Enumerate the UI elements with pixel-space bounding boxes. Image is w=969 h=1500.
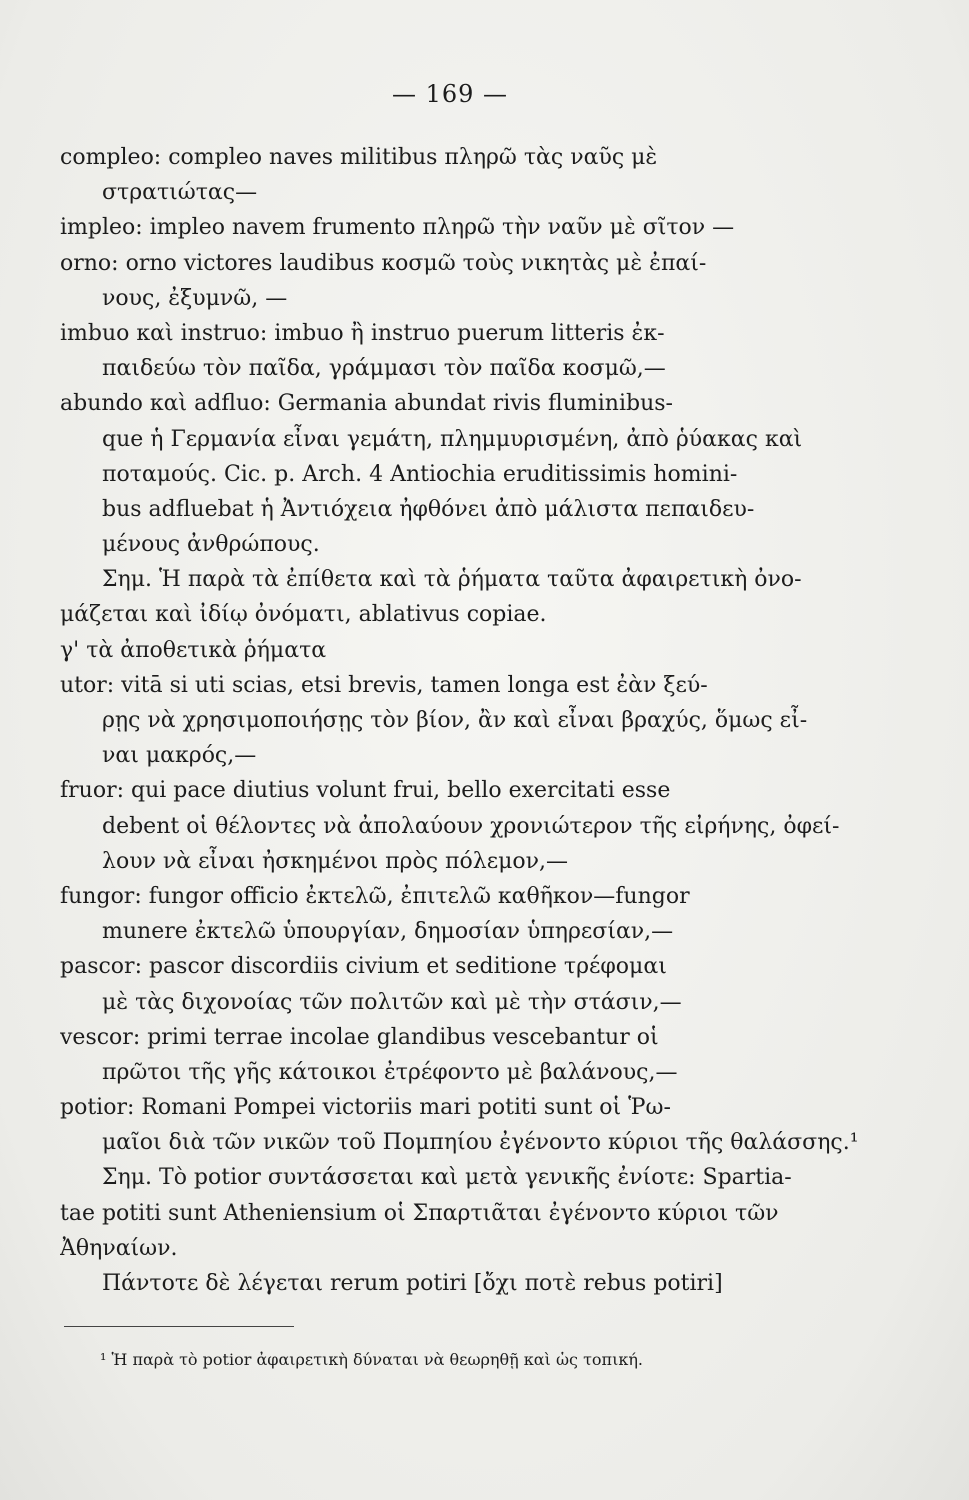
text-line: impleo: impleo navem frumento πληρῶ τὴν ναῦν μὲ σῖτον — bbox=[60, 215, 735, 241]
text-line: στρατιώτας— bbox=[102, 180, 258, 206]
text-line: pascor: pascor discordiis civium et seditione τρέφομαι bbox=[60, 954, 667, 980]
text-line: ναι μακρός,— bbox=[102, 743, 257, 769]
footnote-rule bbox=[64, 1326, 294, 1327]
text-line: Πάντοτε δὲ λέγεται rerum potiri [ὄχι ποτὲ rebus potiri] bbox=[102, 1271, 723, 1296]
page-body bbox=[60, 140, 880, 1301]
text-line: ποταμούς. Cic. p. Arch. 4 Antiochia eruditissimis homini- bbox=[102, 461, 738, 487]
text-line: debent οἱ θέλοντες νὰ ἀπολαύουν χρονιώτερον τῆς εἰρήνης, ὀφεί- bbox=[102, 813, 840, 839]
text-line: μαῖοι διὰ τῶν νικῶν τοῦ Πομπηίου ἐγένοντο κύριοι τῆς θαλάσσης.¹ bbox=[102, 1130, 859, 1156]
text-line: que ἡ Γερμανία εἶναι γεμάτη, πλημμυρισμένη, ἀπὸ ῥύακας καὶ bbox=[102, 426, 803, 452]
text-line: Ἀθηναίων. bbox=[60, 1235, 178, 1261]
text-line: παιδεύω τὸν παῖδα, γράμμασι τὸν παῖδα κοσμῶ,— bbox=[102, 356, 666, 382]
text-line: munere ἐκτελῶ ὑπουργίαν, δημοσίαν ὑπηρεσίαν,— bbox=[102, 919, 674, 945]
text-line: potior: Romani Pompei victoriis mari potiti sunt οἱ Ῥω- bbox=[60, 1095, 671, 1121]
text-line: Σημ. Ἡ παρὰ τὰ ἐπίθετα καὶ τὰ ῥήματα ταῦτα ἀφαιρετικὴ ὀνο- bbox=[102, 567, 802, 593]
footnote: ¹ Ἡ παρὰ τὸ potior ἀφαιρετικὴ δύναται νὰ θεωρηθῇ καὶ ὡς τοπική. bbox=[100, 1350, 644, 1369]
text-line: Σημ. Τὸ potior συντάσσεται καὶ μετὰ γενικῆς ἐνίοτε: Spartia- bbox=[102, 1165, 792, 1191]
text-line: imbuo καὶ instruo: imbuo ἢ instruo puerum litteris ἐκ- bbox=[60, 320, 665, 346]
text-line: orno: orno victores laudibus κοσμῶ τοὺς νικητὰς μὲ ἐπαί- bbox=[60, 250, 707, 276]
text-line: fruor: qui pace diutius volunt frui, bello exercitati esse bbox=[60, 778, 671, 804]
text-line: νους, ἐξυμνῶ, — bbox=[102, 285, 288, 311]
text-line: πρῶτοι τῆς γῆς κάτοικοι ἐτρέφοντο μὲ βαλάνους,— bbox=[102, 1059, 678, 1085]
text-line: λουν νὰ εἶναι ἠσκημένοι πρὸς πόλεμον,— bbox=[102, 848, 568, 874]
text-line: μάζεται καὶ ἰδίῳ ὀνόματι, ablativus copiae. bbox=[60, 602, 547, 628]
text-line: tae potiti sunt Atheniensium οἱ Σπαρτιᾶται ἐγένοντο κύριοι τῶν bbox=[60, 1200, 779, 1226]
page-number: — 169 — bbox=[391, 80, 509, 108]
text-line: μὲ τὰς διχονοίας τῶν πολιτῶν καὶ μὲ τὴν στάσιν,— bbox=[102, 989, 682, 1015]
text-line: abundo καὶ adfluo: Germania abundat rivis fluminibus- bbox=[60, 391, 673, 417]
text-line: fungor: fungor officio ἐκτελῶ, ἐπιτελῶ καθῆκον—fungor bbox=[60, 883, 690, 909]
text-line: μένους ἀνθρώπους. bbox=[102, 532, 320, 558]
text-line: vescor: primi terrae incolae glandibus vescebantur οἱ bbox=[60, 1024, 659, 1050]
text-line: utor: vitā si uti scias, etsi brevis, tamen longa est ἐὰν ξεύ- bbox=[60, 672, 708, 698]
text-line: γ' τὰ ἀποθετικὰ ῥήματα bbox=[60, 637, 327, 663]
text-line: compleo: compleo naves militibus πληρῶ τὰς ναῦς μὲ bbox=[60, 145, 658, 170]
text-line: ρῃς νὰ χρησιμοποιήσῃς τὸν βίον, ἂν καὶ εἶναι βραχύς, ὅμως εἶ- bbox=[102, 708, 808, 733]
text-line: bus adfluebat ἡ Ἀντιόχεια ἠφθόνει ἀπὸ μάλιστα πεπαιδευ- bbox=[102, 496, 755, 522]
